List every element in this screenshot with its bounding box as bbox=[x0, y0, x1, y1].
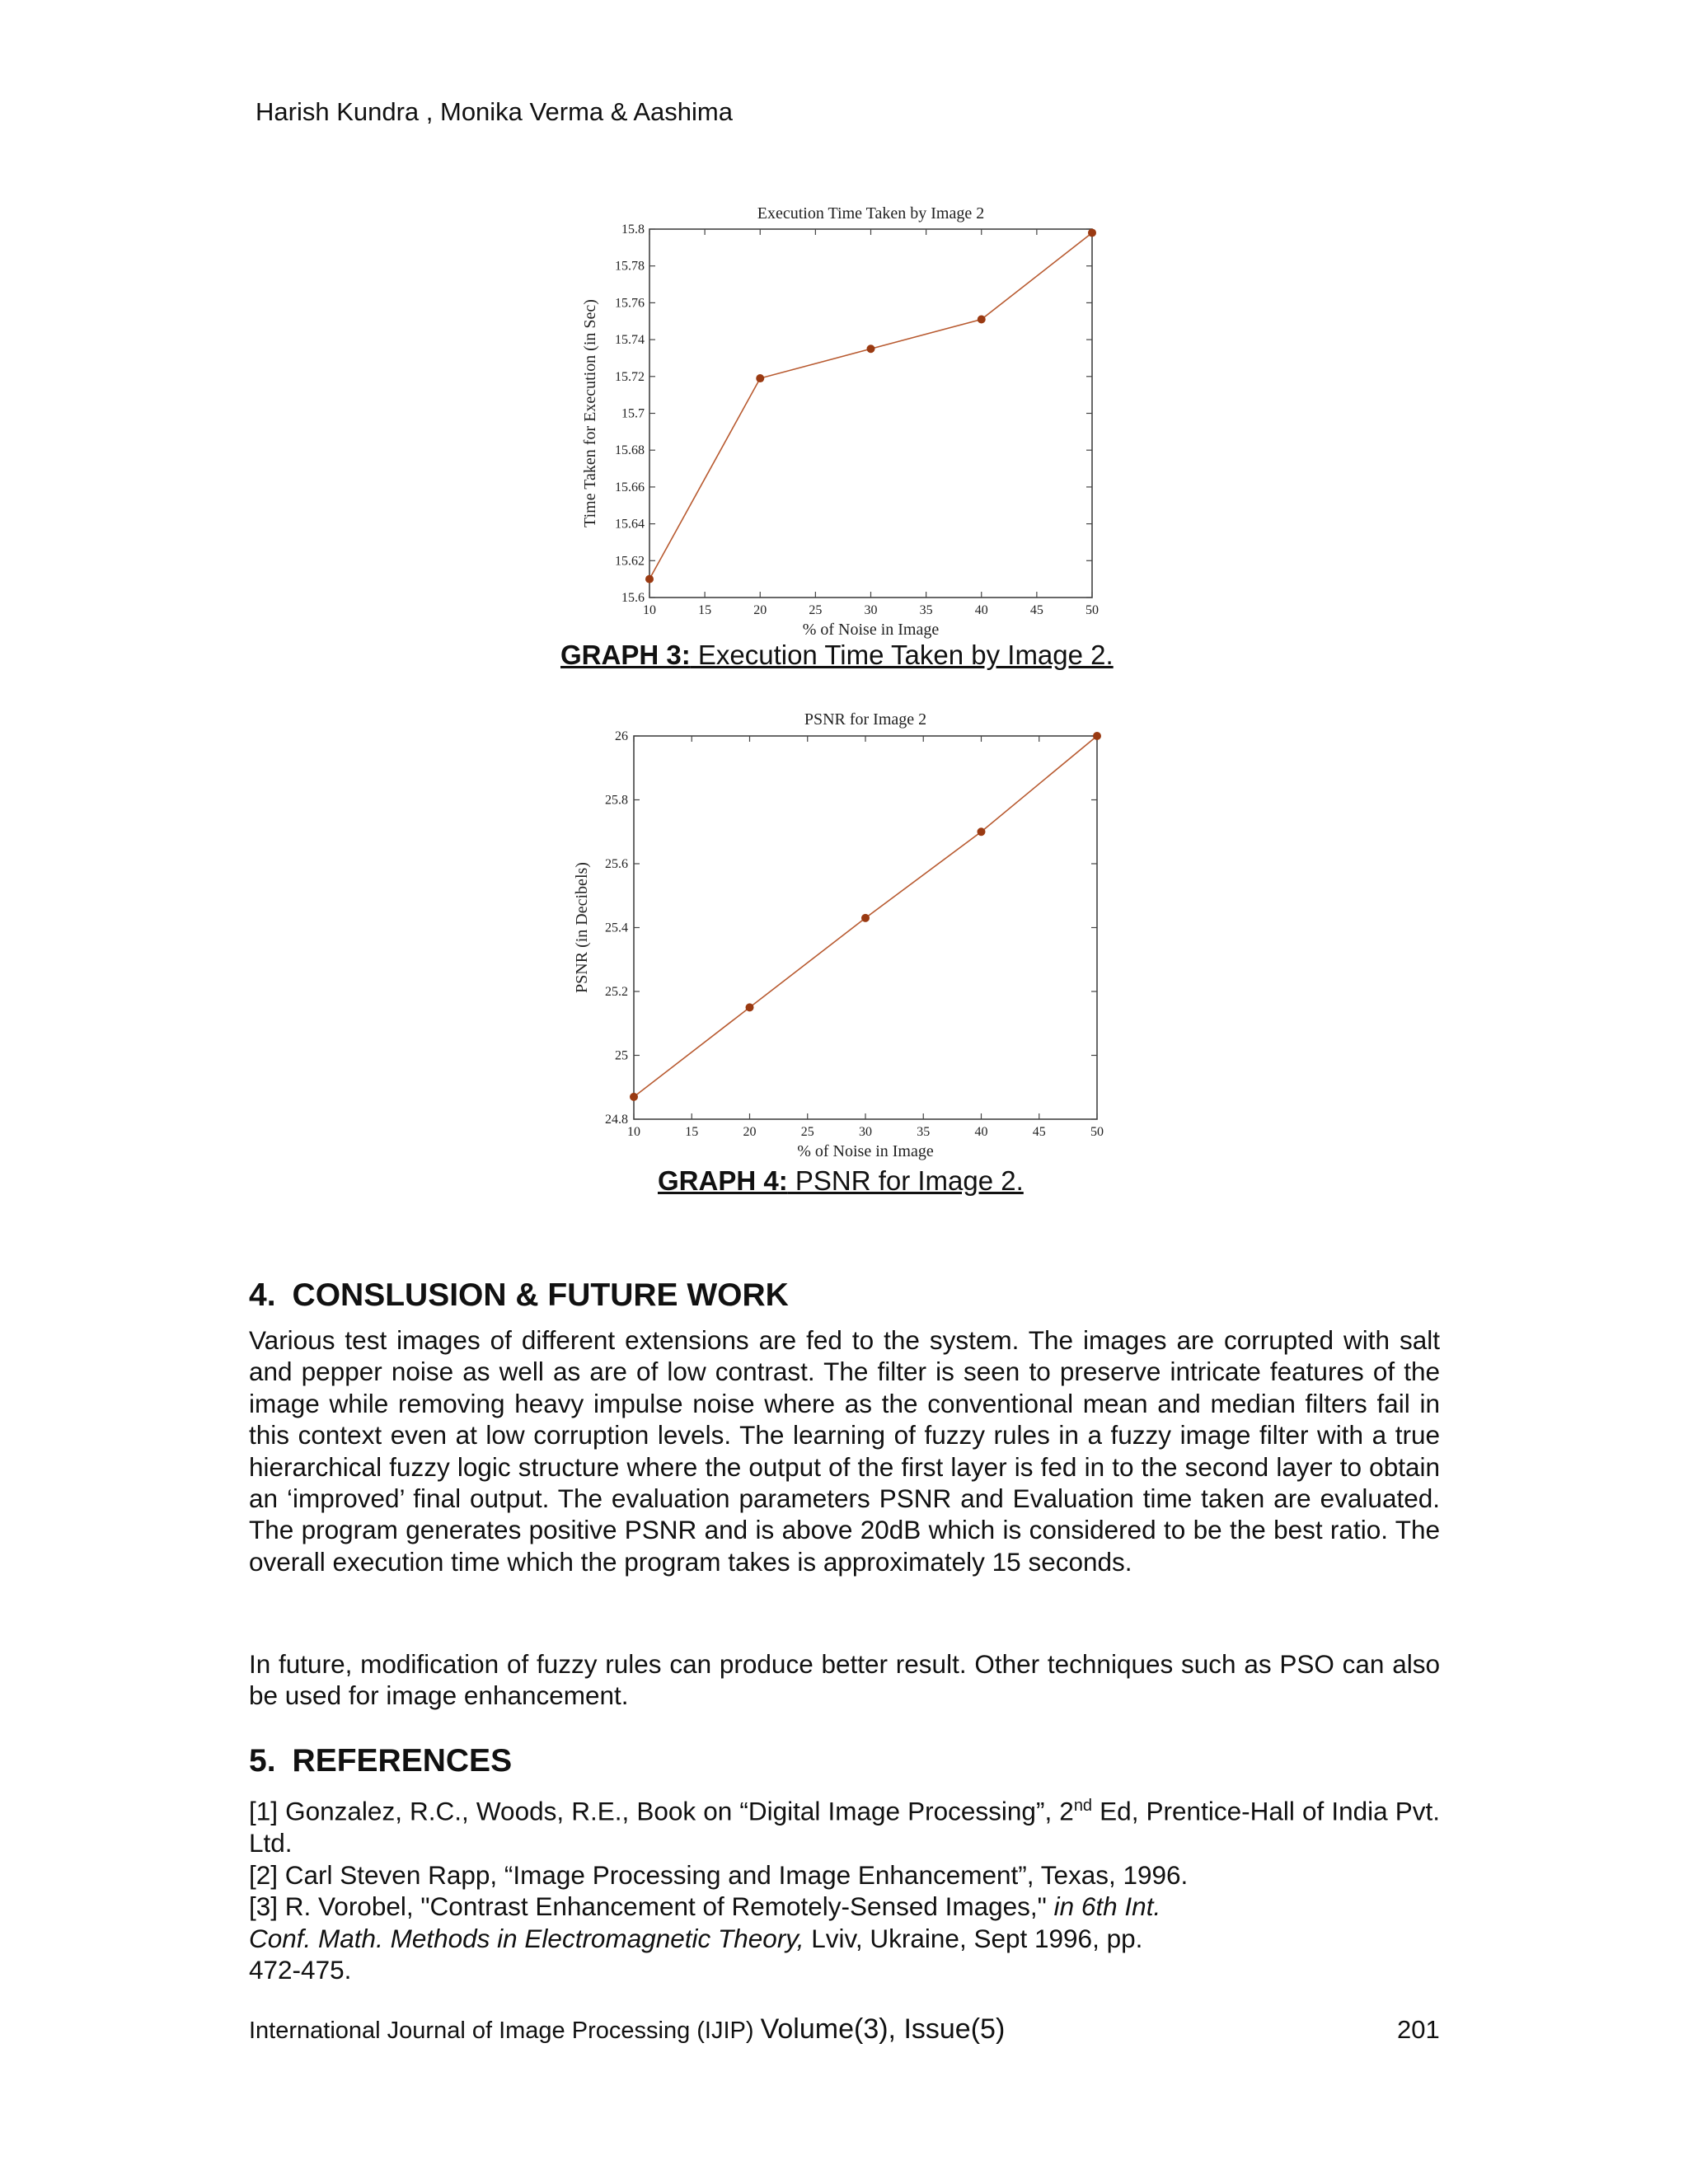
y-tick-label: 15.62 bbox=[615, 554, 645, 569]
reference-list bbox=[249, 1790, 1440, 1986]
section-4-heading bbox=[249, 1277, 789, 1314]
data-point bbox=[630, 1093, 638, 1101]
section-4-number: 4. bbox=[249, 1277, 276, 1313]
y-tick-label: 15.7 bbox=[621, 406, 645, 421]
reference-1 bbox=[249, 1790, 1440, 1859]
data-point bbox=[861, 914, 870, 922]
graph3-caption-label: GRAPH 3: bbox=[560, 640, 691, 670]
x-tick-label: 50 bbox=[1085, 603, 1099, 617]
x-tick-label: 15 bbox=[685, 1125, 699, 1139]
x-tick-label: 25 bbox=[800, 1125, 814, 1139]
y-tick-label: 15.68 bbox=[615, 443, 645, 458]
x-tick-label: 45 bbox=[1032, 1125, 1046, 1139]
y-tick-label: 24.8 bbox=[605, 1113, 628, 1127]
x-tick-label: 20 bbox=[743, 1125, 757, 1139]
section-4-title: CONSLUSION & FUTURE WORK bbox=[292, 1277, 789, 1313]
data-point bbox=[867, 344, 875, 353]
section-5-number: 5. bbox=[249, 1743, 276, 1779]
y-tick-label: 15.8 bbox=[621, 223, 645, 237]
x-tick-label: 35 bbox=[917, 1125, 931, 1139]
x-tick-label: 15 bbox=[698, 603, 712, 617]
y-tick-label: 25.6 bbox=[605, 857, 628, 871]
footer-volume: Volume(3), Issue(5) bbox=[760, 2013, 1006, 2045]
footer-journal: International Journal of Image Processing (IJIP) bbox=[249, 2018, 761, 2044]
psnr-chart bbox=[569, 701, 1113, 1166]
page-number: 201 bbox=[1397, 2015, 1440, 2044]
data-point bbox=[645, 575, 654, 583]
data-point bbox=[756, 374, 764, 382]
reference-3 bbox=[249, 1891, 1440, 1986]
data-point bbox=[746, 1003, 754, 1011]
x-tick-label: 20 bbox=[753, 603, 767, 617]
y-tick-label: 15.64 bbox=[615, 517, 645, 532]
graph4-caption-text: PSNR for Image 2. bbox=[787, 1165, 1024, 1196]
reference-3-pages: 472-475. bbox=[249, 1955, 352, 1985]
x-tick-label: 35 bbox=[919, 603, 933, 617]
data-point bbox=[978, 316, 986, 324]
reference-1-text-end: Ed, Prentice-Hall of India Pvt. Ltd. bbox=[249, 1796, 1440, 1858]
reference-1-text: [1] Gonzalez, R.C., Woods, R.E., Book on “Digital Image Processing”, 2 bbox=[249, 1796, 1074, 1826]
x-axis-label: % of Noise in Image bbox=[802, 621, 940, 639]
x-tick-label: 40 bbox=[974, 1125, 988, 1139]
chart-title: PSNR for Image 2 bbox=[804, 710, 927, 729]
x-tick-label: 25 bbox=[809, 603, 823, 617]
conclusion-paragraph: Various test images of different extensions are fed to the system. The images are corrupted with salt and pepper noise as well as are of low contrast. The filter is seen to preserve intricate features of the image while removing heavy impulse noise where as the conventional mean and median filters fail in this context even at low corruption levels. The learning of fuzzy rules in a fuzzy image filter with a true hierarchical fuzzy logic structure where the output of the first layer is fed in to the second layer to obtain an ‘improved’ final output. The evaluation parameters PSNR and Evaluation time taken are evaluated. The program generates positive PSNR and is above 20dB which is considered to be the best ratio. The overall execution time which the program takes is approximately 15 seconds. bbox=[249, 1325, 1440, 1577]
x-tick-label: 40 bbox=[974, 603, 988, 617]
x-tick-label: 45 bbox=[1029, 603, 1043, 617]
reference-3-italic-1: in 6th Int. bbox=[1053, 1891, 1161, 1921]
reference-3-text-2: Lviv, Ukraine, Sept 1996, pp. bbox=[804, 1923, 1143, 1953]
execution-time-chart bbox=[569, 194, 1113, 643]
x-tick-label: 10 bbox=[643, 603, 656, 617]
y-axis-label: Time Taken for Execution (in Sec) bbox=[581, 299, 599, 527]
x-tick-label: 30 bbox=[864, 603, 878, 617]
data-point bbox=[1093, 732, 1101, 740]
y-axis-label: PSNR (in Decibels) bbox=[573, 862, 591, 993]
y-tick-label: 26 bbox=[615, 729, 628, 743]
y-tick-label: 25.2 bbox=[605, 985, 628, 999]
x-tick-label: 10 bbox=[627, 1125, 640, 1139]
y-tick-label: 15.78 bbox=[615, 259, 645, 274]
graph4-caption-label: GRAPH 4: bbox=[658, 1165, 788, 1196]
y-tick-label: 15.72 bbox=[615, 369, 645, 384]
section-5-heading bbox=[249, 1743, 512, 1779]
y-tick-label: 25.8 bbox=[605, 793, 628, 808]
future-work-paragraph: In future, modification of fuzzy rules can produce better result. Other techniques such as PSO can also be used for image enhancement. bbox=[249, 1649, 1440, 1711]
running-header: Harish Kundra , Monika Verma & Aashima bbox=[256, 97, 733, 126]
reference-3-text: [3] R. Vorobel, "Contrast Enhancement of Remotely-Sensed Images," bbox=[249, 1891, 1054, 1921]
section-5-title: REFERENCES bbox=[292, 1743, 513, 1779]
x-axis-label: % of Noise in Image bbox=[797, 1142, 934, 1160]
journal-footer bbox=[249, 2013, 1005, 2046]
y-tick-label: 25.4 bbox=[605, 921, 628, 935]
x-tick-label: 30 bbox=[859, 1125, 872, 1139]
graph3-caption bbox=[560, 640, 1114, 671]
reference-1-superscript: nd bbox=[1073, 1797, 1093, 1815]
graph4-caption bbox=[658, 1165, 1024, 1197]
data-point bbox=[1088, 228, 1096, 237]
y-tick-label: 15.6 bbox=[621, 591, 645, 605]
y-tick-label: 15.76 bbox=[615, 296, 645, 311]
x-tick-label: 50 bbox=[1090, 1125, 1104, 1139]
reference-3-italic-2: Conf. Math. Methods in Electromagnetic Theory, bbox=[249, 1923, 804, 1953]
graph3-caption-text: Execution Time Taken by Image 2. bbox=[690, 640, 1114, 670]
y-tick-label: 15.66 bbox=[615, 480, 645, 494]
reference-2: [2] Carl Steven Rapp, “Image Processing and Image Enhancement”, Texas, 1996. bbox=[249, 1859, 1189, 1890]
y-tick-label: 25 bbox=[615, 1048, 628, 1063]
chart-title: Execution Time Taken by Image 2 bbox=[757, 204, 985, 223]
data-point bbox=[978, 827, 986, 836]
y-tick-label: 15.74 bbox=[615, 333, 645, 348]
